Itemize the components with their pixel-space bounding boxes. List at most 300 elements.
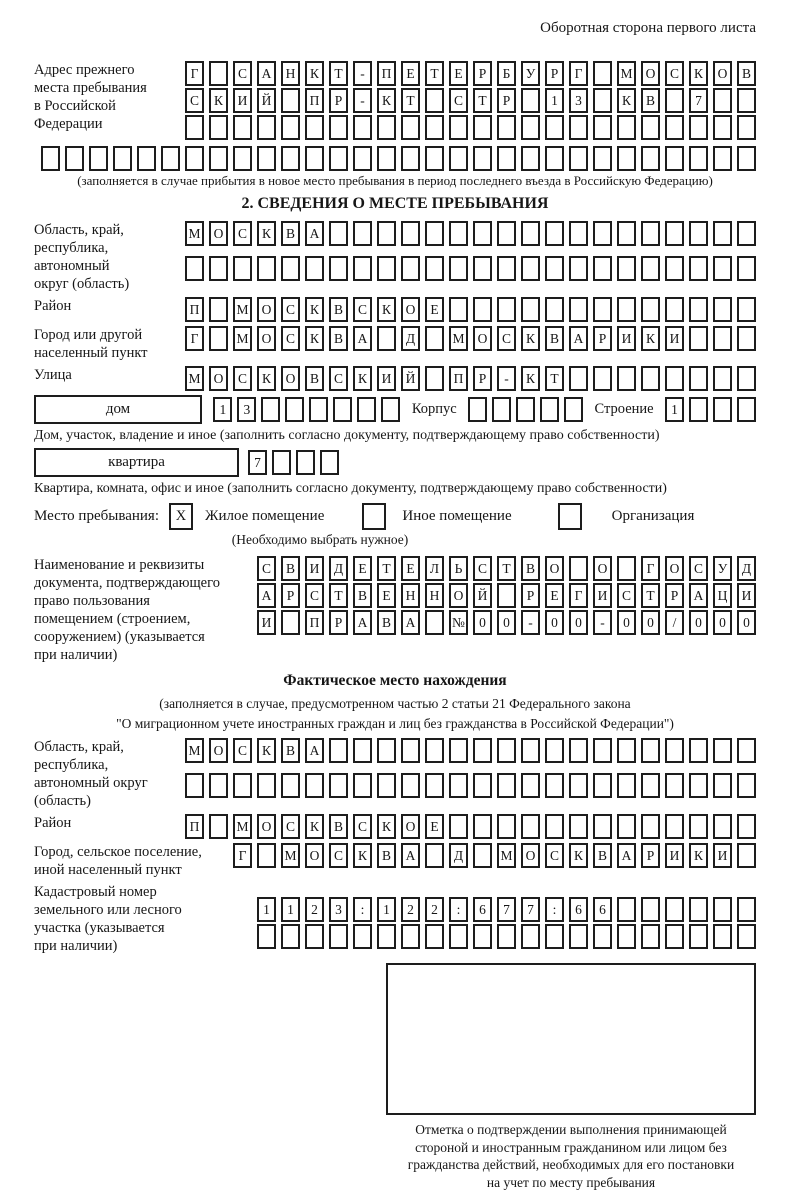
form-cell: А [617, 843, 636, 868]
form-cell: Г [233, 843, 252, 868]
form-cell [593, 297, 612, 322]
form-cell [381, 397, 400, 422]
form-cell [713, 88, 732, 113]
form-cell [545, 115, 564, 140]
form-cell [569, 924, 588, 949]
form-cell: К [305, 61, 324, 86]
form-cell [737, 843, 756, 868]
option-label-inoe: Иное помещение [402, 508, 512, 524]
form-cell [593, 924, 612, 949]
fact-city-label: Город, сельское поселение, иной населенный пункт [34, 844, 202, 878]
form-cell: О [545, 556, 564, 581]
form-cell [257, 256, 276, 281]
form-cell [617, 366, 636, 391]
form-cell [737, 814, 756, 839]
form-cell: Т [473, 88, 492, 113]
form-cell: Е [449, 61, 468, 86]
form-cell: А [257, 61, 276, 86]
form-cell [521, 297, 540, 322]
form-cell [713, 256, 732, 281]
form-cell: Й [401, 366, 420, 391]
form-cell: 0 [545, 610, 564, 635]
form-cell: А [305, 221, 324, 246]
form-cell [713, 221, 732, 246]
stay-type-label: Место пребывания: [34, 508, 159, 524]
form-cell: О [257, 814, 276, 839]
form-cell [309, 397, 328, 422]
form-cell [545, 738, 564, 763]
form-cell [473, 924, 492, 949]
form-cell [377, 738, 396, 763]
form-cell: - [353, 61, 372, 86]
form-cell [641, 115, 660, 140]
form-cell [497, 297, 516, 322]
form-cell [617, 738, 636, 763]
form-cell [281, 773, 300, 798]
form-cell: 0 [641, 610, 660, 635]
form-cell: Д [449, 843, 468, 868]
fact-region-row-1 [185, 738, 756, 763]
form-cell [209, 146, 228, 171]
form-cell [593, 814, 612, 839]
form-cell: О [401, 297, 420, 322]
form-cell: Ц [713, 583, 732, 608]
form-cell: 6 [569, 897, 588, 922]
form-cell [261, 397, 280, 422]
form-cell: С [665, 61, 684, 86]
form-cell: 6 [473, 897, 492, 922]
form-cell [449, 738, 468, 763]
form-cell [425, 256, 444, 281]
stay-type-note: (Необходимо выбрать нужное) [231, 532, 409, 547]
form-cell: С [233, 366, 252, 391]
form-cell: У [713, 556, 732, 581]
form-cell: К [641, 326, 660, 351]
form-cell [593, 115, 612, 140]
form-cell: И [305, 556, 324, 581]
form-cell [425, 221, 444, 246]
form-cell: Р [473, 61, 492, 86]
form-cell: В [593, 843, 612, 868]
form-cell [665, 297, 684, 322]
form-cell: И [257, 610, 276, 635]
form-cell: И [713, 843, 732, 868]
actual-location-caption: (заполняется в случае, предусмотренном частью 2 статьи 21 Федерального закона "О миграционном учете иностранных граждан и лиц без гражданства в Российской Федерации") [116, 696, 674, 731]
form-cell [593, 738, 612, 763]
form-cell [617, 297, 636, 322]
form-cell [473, 738, 492, 763]
form-cell: Д [329, 556, 348, 581]
form-cell: А [305, 738, 324, 763]
form-cell [209, 773, 228, 798]
form-cell [281, 88, 300, 113]
form-cell [737, 366, 756, 391]
form-cell [377, 256, 396, 281]
form-cell [305, 256, 324, 281]
form-cell [545, 221, 564, 246]
form-cell [713, 773, 732, 798]
form-cell: / [665, 610, 684, 635]
form-cell [353, 221, 372, 246]
region-row-2 [185, 256, 756, 281]
form-cell: Е [401, 61, 420, 86]
form-cell: - [593, 610, 612, 635]
form-cell [593, 61, 612, 86]
form-cell [353, 146, 372, 171]
form-cell [689, 814, 708, 839]
form-cell: О [281, 366, 300, 391]
form-cell: Т [329, 583, 348, 608]
form-cell [473, 146, 492, 171]
form-cell [257, 146, 276, 171]
form-cell: И [377, 366, 396, 391]
form-cell [689, 256, 708, 281]
form-cell [545, 146, 564, 171]
form-cell [320, 450, 339, 475]
region-label: Область, край, республика, автономный округ (область) [34, 222, 130, 292]
form-cell: А [401, 843, 420, 868]
form-cell: Р [521, 583, 540, 608]
form-cell [497, 146, 516, 171]
form-cell: О [401, 814, 420, 839]
form-cell: О [257, 326, 276, 351]
form-cell: Е [545, 583, 564, 608]
form-cell [689, 297, 708, 322]
form-cell: С [497, 326, 516, 351]
form-cell [497, 256, 516, 281]
form-cell: О [209, 738, 228, 763]
form-cell: Р [641, 843, 660, 868]
form-cell: М [185, 366, 204, 391]
form-cell [497, 773, 516, 798]
form-cell [497, 221, 516, 246]
form-cell [209, 297, 228, 322]
apartment-caption: Квартира, комната, офис и иное (заполнить согласно документу, подтверждающему право собственности) [34, 481, 667, 496]
form-cell: К [617, 88, 636, 113]
form-cell [689, 397, 708, 422]
form-cell: В [281, 556, 300, 581]
form-cell: В [545, 326, 564, 351]
prev-address-caption: (заполняется в случае прибытия в новое место пребывания в период последнего въезда в Российскую Федерацию) [77, 173, 713, 188]
apartment-number-cells [248, 450, 339, 475]
form-cell [689, 115, 708, 140]
house-block [34, 395, 756, 424]
form-cell: О [257, 297, 276, 322]
form-cell [641, 297, 660, 322]
form-cell [641, 366, 660, 391]
form-cell: С [305, 583, 324, 608]
form-cell [329, 146, 348, 171]
form-cell [569, 556, 588, 581]
document-row-3 [257, 610, 756, 635]
form-cell [473, 773, 492, 798]
form-cell [425, 773, 444, 798]
form-cell: М [449, 326, 468, 351]
form-cell [41, 146, 60, 171]
form-cell [497, 115, 516, 140]
form-cell [569, 738, 588, 763]
fact-city-block [34, 843, 756, 879]
form-cell: О [473, 326, 492, 351]
form-cell: Р [593, 326, 612, 351]
checkbox-organizaciya [558, 503, 582, 530]
form-cell [185, 146, 204, 171]
form-cell: Е [425, 814, 444, 839]
form-cell: А [689, 583, 708, 608]
prev-address-row-4 [41, 146, 756, 171]
form-cell: М [233, 326, 252, 351]
form-cell [665, 814, 684, 839]
form-cell [257, 843, 276, 868]
form-cell: Р [329, 610, 348, 635]
form-cell: К [209, 88, 228, 113]
form-cell: В [353, 583, 372, 608]
form-cell: К [305, 297, 324, 322]
form-cell [113, 146, 132, 171]
form-cell: Е [401, 556, 420, 581]
region-grid [185, 221, 756, 293]
form-cell: В [329, 814, 348, 839]
form-cell [641, 773, 660, 798]
form-cell [545, 256, 564, 281]
fact-region-block [34, 738, 756, 810]
form-cell: В [329, 326, 348, 351]
form-cell: 3 [237, 397, 256, 422]
form-cell: 7 [689, 88, 708, 113]
form-cell [233, 256, 252, 281]
form-cell [473, 297, 492, 322]
form-cell: Й [473, 583, 492, 608]
actual-location-title: Фактическое место нахождения [283, 672, 507, 689]
form-cell [713, 897, 732, 922]
form-cell: О [305, 843, 324, 868]
form-cell [425, 88, 444, 113]
form-cell: - [353, 88, 372, 113]
form-cell: М [233, 814, 252, 839]
form-cell: О [641, 61, 660, 86]
form-cell: 3 [569, 88, 588, 113]
form-cell [569, 115, 588, 140]
form-cell [233, 115, 252, 140]
form-cell [713, 738, 732, 763]
stamp-caption: Отметка о подтверждении выполнения принимающей стороной и иностранным гражданином или лицом без гражданства действий, необходимых для его постановки на учет по месту пребывания [407, 1122, 735, 1190]
form-cell [713, 397, 732, 422]
form-cell [281, 610, 300, 635]
form-cell [473, 221, 492, 246]
form-cell [569, 814, 588, 839]
form-cell: 2 [425, 897, 444, 922]
form-cell [449, 773, 468, 798]
form-cell: Й [257, 88, 276, 113]
form-cell: О [521, 843, 540, 868]
form-cell: С [281, 297, 300, 322]
form-cell [329, 738, 348, 763]
form-cell [665, 115, 684, 140]
form-cell [257, 924, 276, 949]
form-cell: С [689, 556, 708, 581]
form-cell: : [545, 897, 564, 922]
form-cell [209, 326, 228, 351]
form-cell [737, 256, 756, 281]
street-label: Улица [34, 367, 72, 383]
form-cell [497, 583, 516, 608]
korpus-label: Корпус [411, 401, 457, 417]
form-cell: И [233, 88, 252, 113]
city-block [34, 326, 756, 362]
region-row-1 [185, 221, 756, 246]
form-cell: 1 [665, 397, 684, 422]
form-cell: : [449, 897, 468, 922]
form-cell [593, 773, 612, 798]
form-cell: О [593, 556, 612, 581]
form-cell: 6 [593, 897, 612, 922]
street-row [185, 366, 756, 391]
form-cell [233, 773, 252, 798]
form-cell: Т [401, 88, 420, 113]
form-cell [377, 146, 396, 171]
form-cell [545, 773, 564, 798]
form-cell: А [569, 326, 588, 351]
form-cell: 3 [329, 897, 348, 922]
form-cell [285, 397, 304, 422]
form-cell [737, 88, 756, 113]
form-cell: М [281, 843, 300, 868]
form-cell: 0 [617, 610, 636, 635]
form-cell: С [281, 814, 300, 839]
document-row-1 [257, 556, 756, 581]
form-cell [689, 738, 708, 763]
form-cell [665, 256, 684, 281]
form-cell: 2 [401, 897, 420, 922]
form-cell [713, 146, 732, 171]
form-cell [209, 115, 228, 140]
form-cell [545, 814, 564, 839]
form-cell [449, 146, 468, 171]
form-cell: 0 [569, 610, 588, 635]
form-cell [540, 397, 559, 422]
form-cell [209, 61, 228, 86]
form-cell: К [305, 326, 324, 351]
form-cell [353, 115, 372, 140]
stamp-area [386, 963, 756, 1191]
form-cell: С [329, 843, 348, 868]
form-cell: А [353, 610, 372, 635]
form-cell: К [521, 326, 540, 351]
form-cell [329, 256, 348, 281]
document-grid [257, 556, 756, 664]
form-cell [185, 115, 204, 140]
cadastre-block [34, 883, 756, 955]
form-cell [305, 146, 324, 171]
form-cell: Г [569, 583, 588, 608]
form-cell [737, 297, 756, 322]
form-cell: И [665, 843, 684, 868]
form-cell [353, 738, 372, 763]
form-cell: С [353, 814, 372, 839]
form-cell [521, 115, 540, 140]
form-cell: И [617, 326, 636, 351]
form-cell [617, 146, 636, 171]
prev-address-row-2 [185, 88, 756, 113]
form-cell [665, 738, 684, 763]
page-side-note: Оборотная сторона первого листа [540, 20, 756, 36]
form-cell [401, 256, 420, 281]
form-cell: С [257, 556, 276, 581]
form-cell [425, 924, 444, 949]
form-cell [305, 115, 324, 140]
form-cell: К [257, 221, 276, 246]
form-cell [617, 221, 636, 246]
form-cell [713, 366, 732, 391]
form-cell [737, 738, 756, 763]
form-cell [641, 924, 660, 949]
document-block [34, 556, 756, 664]
form-cell [737, 924, 756, 949]
form-cell: А [353, 326, 372, 351]
house-number-cells [213, 397, 400, 422]
form-cell: К [305, 814, 324, 839]
form-cell [641, 256, 660, 281]
form-cell: С [545, 843, 564, 868]
form-cell: Р [281, 583, 300, 608]
form-cell [497, 924, 516, 949]
form-cell [305, 924, 324, 949]
form-cell: В [329, 297, 348, 322]
form-cell [377, 773, 396, 798]
form-cell [401, 924, 420, 949]
form-cell [353, 924, 372, 949]
form-cell [521, 88, 540, 113]
form-cell: М [233, 297, 252, 322]
form-cell [713, 814, 732, 839]
form-cell: О [209, 366, 228, 391]
form-cell [281, 924, 300, 949]
form-cell [425, 366, 444, 391]
form-cell: С [233, 61, 252, 86]
form-cell [521, 256, 540, 281]
form-cell: Ь [449, 556, 468, 581]
form-cell: 1 [213, 397, 232, 422]
form-cell [737, 115, 756, 140]
form-cell [492, 397, 511, 422]
form-cell [161, 146, 180, 171]
form-cell [713, 326, 732, 351]
form-cell: И [737, 583, 756, 608]
form-cell: Р [497, 88, 516, 113]
form-cell: П [185, 297, 204, 322]
form-cell [357, 397, 376, 422]
form-cell: С [473, 556, 492, 581]
form-cell: 0 [713, 610, 732, 635]
form-cell: Г [641, 556, 660, 581]
form-cell [569, 297, 588, 322]
form-cell: 7 [248, 450, 267, 475]
form-cell [449, 221, 468, 246]
form-cell [449, 814, 468, 839]
form-cell [665, 924, 684, 949]
form-cell: К [521, 366, 540, 391]
form-cell [185, 773, 204, 798]
form-cell [713, 115, 732, 140]
form-cell: С [329, 366, 348, 391]
form-cell [593, 221, 612, 246]
form-cell: В [305, 366, 324, 391]
form-cell: В [521, 556, 540, 581]
form-cell [665, 773, 684, 798]
form-cell [516, 397, 535, 422]
form-cell [497, 814, 516, 839]
form-cell: Т [641, 583, 660, 608]
